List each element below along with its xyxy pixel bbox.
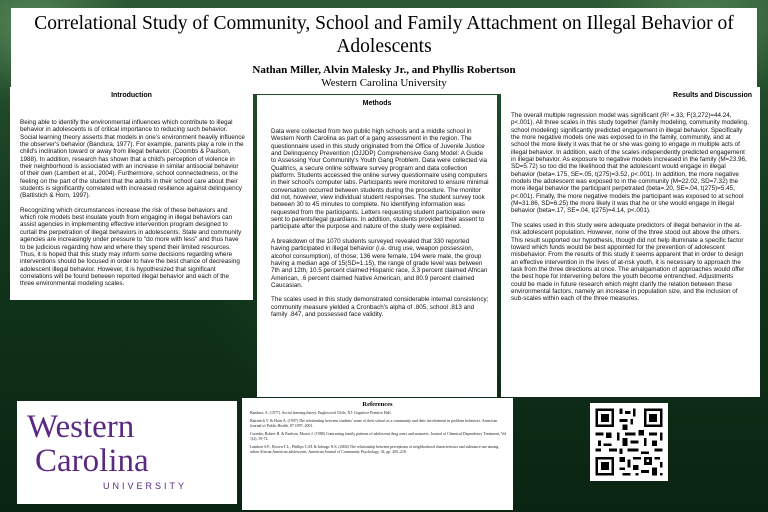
university-logo <box>17 401 237 504</box>
methods-paragraph: The scales used in this study demonstrated considerable internal consistency; community measure yielded a Cronbach's alpha of .805, school .813 and family .847, and possessed face validity. <box>271 296 489 318</box>
reference-item: Battistich V. & Horn A. (1997) The relationship between students' sense of their school as a community and their involvement in problem behaviors. American Journal of Public Health, 87:1997–2001. <box>250 419 498 428</box>
introduction-body <box>10 99 253 288</box>
introduction-paragraph: Recognizing which circumstances increase the risk of these behaviors and which role models best insulate youth from engaging in illegal behaviors can assist agencies in implementing effective intervention program designed to curtail the perpetration of illegal behaviors in adolescents. State and community agencies are increasingly under pressure to "do more with less" and thus have to be judicious regarding how and where they spend their limited resources. Thus, it is hoped that this study may inform some decisions regarding where interventions should be focused in order to have the best chance of decreasing adolescent illegal behavior. However, it is hypothesized that significant correlations will be found between reported illegal behavior and each of the three environmental modeling scales. <box>20 206 242 288</box>
results-heading: Results and Discussion <box>673 92 752 99</box>
methods-paragraph: A breakdown of the 1070 students surveyed revealed that 330 reported having participated in illegal behavior (i.e. drug use, weapon possession, alcohol consumption), of those; 136 were female, 194 were male, the group having a median age of 15(SD=1.15), the range of grade level was between 7th and 12th, 10.5 percent claimed Hispanic race, 3.3 percent claimed African American, .6 percent claimed Native American, and 80.9 percent claimed Caucasian. <box>271 237 488 289</box>
poster-affiliation: Western Carolina University <box>321 77 447 89</box>
methods-body <box>257 107 497 318</box>
methods-paragraph: Data were collected from two public high schools and a middle school in Western North Carolina as part of a gang assessment in the region. The questionnaire used in this study originated from the Office of Juvenile Justice and Delinquency Prevention (OJJDP) Comprehensive Gang Model: A Guide to Assessing Your Community's Youth Gang Problem. Data were collected via Qualtrics, a secure online software survey program and data collection platform. Students accessed the online survey questionnaire using computers in their school's computer labs. Participants were monitored to ensure minimal conversation occurred between students during the procedure. The monitor did not, however, view individual student responses. The student survey took between 30 to 45 minutes to complete. No identifying information was requested from the participants. Letters requesting student participation were sent to parents/legal guardians. In addition, students provided their assent to participate after the purpose and nature of the study were explained. <box>271 128 489 231</box>
reference-item: Coombs, Robert H. & Paulson, Morris J. (1988) Contrasting family patterns of adolescent drug users and nonusers. Journal of Chemical Dependency Treatment, Vol 1(2), 59-72. <box>250 432 507 441</box>
wcu-logo-icon <box>25 407 230 497</box>
introduction-panel <box>10 87 253 300</box>
reference-item: Lambert S.F., Brown T.L., Phillips C.M. & Ialongo N.S. (2004) The relationship between perceptions of neighborhood characteristics and substance use among urban African American adolescents. American Journal of Community Psychology, 34, pp. 205–218. <box>250 445 499 454</box>
poster-header <box>11 8 757 94</box>
logo-subtitle: UNIVERSITY <box>103 481 188 491</box>
references-list <box>242 408 513 454</box>
results-paragraph: The scales used in this study were adequate predictors of illegal behavior in the at-risk adolescent population. However, none of the three stood out above the others. This result supported our hypothesis, though did not help illuminate a specific factor toward which funds would be best appointed for the prevention of adolescent misbehavior. From the results of this study it seems apparent that in order to design an effective intervention in the lives of at-risk youth, it is necessary to approach the task from the three directions at once. The amalgamation of approaches would offer the best hope for intervening before the youth become entrenched. Adjustments could be made in future research which might clarify the relation between these environmental factors, namely an increase in population size, and the inclusion of sub-scales within each of the three measures. <box>511 221 745 303</box>
logo-wordmark-line1: Western <box>27 409 135 445</box>
reference-item: Bandura, A. (1977). Social learning theory. Englewood Cliffs, NJ: Cognitive Prentice Hall. <box>250 411 392 415</box>
logo-wordmark-line2: Carolina <box>35 443 149 479</box>
introduction-paragraph: Being able to identify the environmental influences which contribute to illegal behavior in adolescents is of critical importance to reducing such behavior. Social learning theory asserts that models in one's environment heavily influence the observer's behavior (Bandura, 1977). For example, parents play a role in the child's inclination toward or away from illegal behavior. (Coombs & Paulson, 1988). In addition, research has shown that a child's perception of violence in their neighborhood is associated with an increase in similar antisocial behavior of their own (Lambert et al., 2004). Furthermore, school connectedness, or the feeling on the part of the student that the adults in their school care about their students is significantly correlated with increased resilience against delinquency (Battistich & Horn, 1997). <box>20 119 245 200</box>
results-paragraph: The overall multiple regression model was significant (R² =.33, F(3,272)=44.24, p<.001). All three scales in this study together (family modeling, community modeling, school modeling) significantly predicted engagement in illegal behavior. Specifically the more negative models one was exposed to in the family, community, and at school the more likely it was that he or she was going to engage in multiple acts of illegal behavior. In addition, each of the scales independently predicted engagement in illegal behavior. As exposure to negative models increased in the family (M=23.96, SD=5.72) so too did the likelihood that the adolescent would engage in illegal behavior (beta=.175, SE=.05, t(275)=3.52, p<.001). In addition, the more negative models the adolescent was exposed to in the community (M=22.02, SD=7.32) the more illegal behavior the participant perpetrated (beta=.20, SE=.04, t(275)=5.45, p<.001). Finally, the more negative models the participant was exposed to at school (M=31.86, SD=6.25) the more likely it was that he or she would engage in illegal behavior (beta=.17, SE=.04, t(275)=4.14, p<.001). <box>511 112 749 215</box>
introduction-heading: Introduction <box>111 92 152 99</box>
results-panel <box>501 87 760 397</box>
poster-authors: Nathan Miller, Alvin Malesky Jr., and Phyllis Robertson <box>252 64 516 76</box>
qr-code-icon <box>590 403 668 481</box>
poster-title: Correlational Study of Community, School and Family Attachment on Illegal Behavior of Adolescents <box>34 13 734 57</box>
qr-code[interactable] <box>590 403 668 481</box>
references-heading: References <box>362 401 393 408</box>
references-panel <box>242 398 513 510</box>
methods-panel <box>257 95 497 397</box>
methods-heading: Methods <box>362 100 392 107</box>
results-body <box>501 99 760 303</box>
